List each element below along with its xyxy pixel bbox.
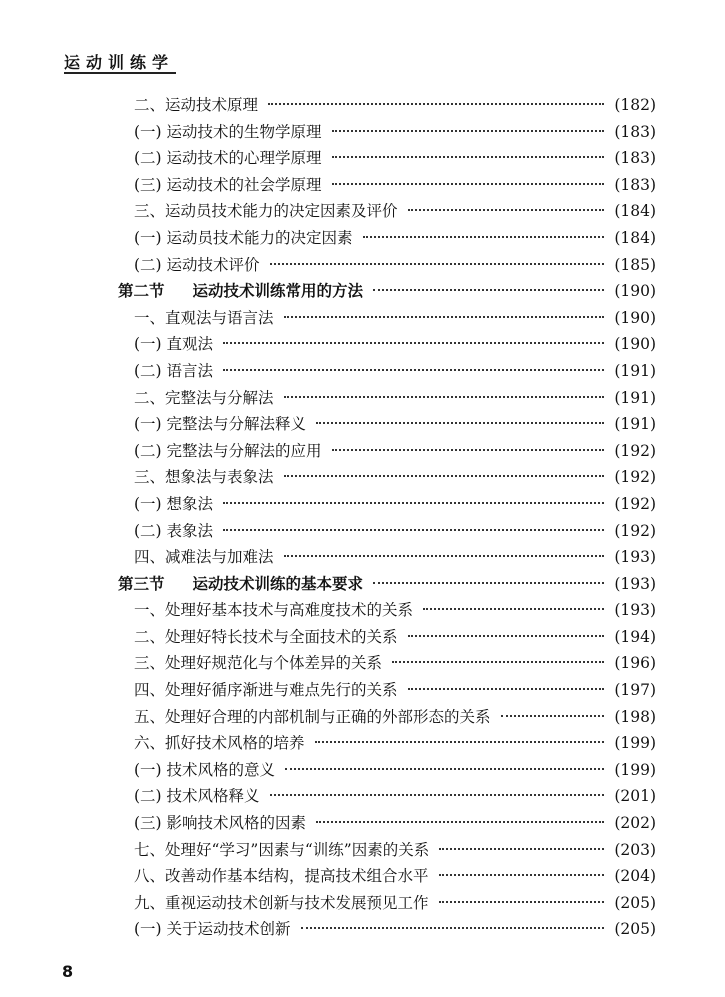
dot-leader (392, 660, 604, 663)
toc-entry (0, 863, 725, 890)
dot-leader (316, 820, 604, 823)
toc-page-number: (190) (614, 308, 656, 327)
toc-entry-title (134, 385, 274, 412)
toc-title-text: 九、重视运动技术创新与技术发展预见工作 (134, 893, 429, 912)
toc-entry-title (134, 624, 398, 651)
toc-title-text: 三、运动员技术能力的决定因素及评价 (134, 202, 398, 221)
toc-entry (0, 757, 725, 784)
toc-title-text: 一、直观法与语言法 (134, 308, 274, 327)
toc-entry (0, 677, 725, 704)
dot-leader (423, 607, 604, 610)
toc-page-number: (182) (614, 96, 656, 114)
dot-leader (408, 687, 605, 690)
toc-page-number: (193) (614, 574, 656, 593)
toc-page-number: (192) (614, 468, 656, 487)
toc-title-text: (三) 影响技术风格的因素 (134, 814, 307, 833)
toc-page-number: (205) (614, 893, 656, 912)
toc-title-text: 五、处理好合理的内部机制与正确的外部形态的关系 (134, 707, 491, 726)
toc-entry-title (134, 597, 413, 624)
dot-leader (408, 634, 605, 637)
toc-entry (0, 438, 725, 465)
toc-entry-title (134, 198, 398, 225)
toc-page-number: (199) (614, 760, 656, 779)
dot-leader (316, 421, 604, 424)
toc-entry (0, 890, 725, 917)
toc-entry (0, 491, 725, 518)
toc-page-number: (191) (614, 361, 656, 380)
dot-leader (439, 873, 605, 876)
toc-title-text: (一) 运动员技术能力的决定因素 (134, 228, 353, 247)
toc-entry (0, 783, 725, 810)
toc-page-number: (201) (614, 787, 656, 806)
dot-leader (223, 341, 604, 344)
toc-entry-title (134, 544, 274, 571)
toc-entry-title (134, 863, 429, 890)
toc-title-text: (一) 直观法 (134, 335, 214, 354)
toc-entry (0, 145, 725, 172)
dot-leader (223, 528, 604, 531)
dot-leader (332, 155, 605, 158)
toc-entry (0, 597, 725, 624)
toc-title-text: (二) 完整法与分解法的应用 (134, 441, 322, 460)
toc-entry-title (134, 810, 306, 837)
toc-section-number: 第三节 (118, 574, 165, 593)
toc-entry (0, 624, 725, 651)
toc-entry (0, 331, 725, 358)
toc-page-number: (193) (614, 601, 656, 620)
toc-page-number: (202) (614, 814, 656, 833)
toc-title-text: (二) 运动技术评价 (134, 255, 260, 274)
toc-entry (0, 837, 725, 864)
dot-leader (284, 315, 605, 318)
toc-page-number: (184) (614, 202, 656, 221)
toc-entry (0, 810, 725, 837)
toc-page-number: (203) (614, 840, 656, 859)
toc-entry-title (134, 358, 213, 385)
dot-leader (332, 129, 605, 132)
toc-entry (0, 119, 725, 146)
toc-entry-title (134, 704, 491, 731)
toc-entry-title (134, 916, 291, 943)
toc-page-number: (191) (614, 415, 656, 434)
toc-title-text: (一) 完整法与分解法释义 (134, 415, 307, 434)
toc-title-text: 运动技术训练常用的方法 (192, 282, 364, 301)
toc-title-text: 三、处理好规范化与个体差异的关系 (134, 654, 383, 673)
running-head-rule (64, 72, 176, 74)
dot-leader (332, 448, 605, 451)
dot-leader (284, 554, 605, 557)
toc-entry-title (134, 837, 429, 864)
toc-entry (0, 92, 725, 119)
toc-section-heading (0, 571, 725, 598)
toc-title-text: (一) 运动技术的生物学原理 (134, 122, 322, 141)
toc-title-text: (三) 运动技术的社会学原理 (134, 175, 322, 194)
toc-page-number: (204) (614, 867, 656, 886)
toc-title-text: 四、减难法与加难法 (134, 548, 274, 567)
toc-entry (0, 730, 725, 757)
toc-title-text: (一) 想象法 (134, 494, 214, 513)
toc-title-text: (一) 关于运动技术创新 (134, 920, 291, 939)
toc-page-number: (183) (614, 122, 656, 141)
toc-title-text: (二) 表象法 (134, 521, 214, 540)
toc-title-text: 六、抓好技术风格的培养 (134, 734, 305, 753)
toc-entry-title (134, 411, 306, 438)
toc-page-number: (185) (614, 255, 656, 274)
toc-title-text: 七、处理好“学习”因素与“训练”因素的关系 (134, 840, 430, 859)
toc-title-text: (二) 语言法 (134, 361, 214, 380)
toc-page-number: (193) (614, 548, 656, 567)
toc-entry-title (134, 331, 213, 358)
toc-entry-title (134, 464, 274, 491)
toc-page-number: (194) (614, 627, 656, 646)
toc-title-text: 一、处理好基本技术与高难度技术的关系 (134, 601, 414, 620)
toc-section-number: 第二节 (118, 282, 165, 301)
toc-title-text: 四、处理好循序渐进与难点先行的关系 (134, 681, 398, 700)
dot-leader (363, 235, 605, 238)
toc-page-number: (197) (614, 681, 656, 700)
toc-entry-title (134, 890, 429, 917)
toc-entry (0, 544, 725, 571)
toc-entry (0, 518, 725, 545)
toc-title-text: 三、想象法与表象法 (134, 468, 274, 487)
dot-leader (332, 182, 605, 185)
page-number: 8 (62, 962, 74, 981)
dot-leader (301, 926, 605, 929)
toc-page-number: (192) (614, 494, 656, 513)
toc-page-number: (184) (614, 228, 656, 247)
toc-entry (0, 704, 725, 731)
toc-title-text: 八、改善动作基本结构，提高技术组合水平 (134, 867, 429, 886)
dot-leader (408, 208, 605, 211)
toc-title-text: 二、处理好特长技术与全面技术的关系 (134, 627, 398, 646)
toc-page-number: (190) (614, 335, 656, 354)
toc-title-text: 运动技术训练的基本要求 (192, 574, 364, 593)
toc-section-heading (0, 278, 725, 305)
toc-entry (0, 650, 725, 677)
toc-entry-title (134, 491, 213, 518)
toc-page-number: (191) (614, 388, 656, 407)
toc-entry-title (134, 225, 353, 252)
toc-entry (0, 252, 725, 279)
dot-leader (284, 395, 605, 398)
toc-entry-title (134, 757, 275, 784)
toc-entry (0, 464, 725, 491)
toc-entry-title (118, 571, 363, 598)
toc-page-number: (205) (614, 920, 656, 939)
toc-entry-title (134, 438, 322, 465)
dot-leader (501, 714, 605, 717)
toc-entry-title (134, 92, 258, 119)
dot-leader (223, 368, 604, 371)
toc-page-number: (183) (614, 175, 656, 194)
running-head: 运动训练学 (64, 53, 175, 72)
toc-entry (0, 411, 725, 438)
toc-entry-title (134, 518, 213, 545)
toc-entry (0, 916, 725, 943)
toc-entry-title (134, 305, 274, 332)
toc-entry-title (134, 252, 260, 279)
toc-page-number: (183) (614, 149, 656, 168)
toc-entry-title (118, 278, 363, 305)
toc-page-number: (199) (614, 734, 656, 753)
table-of-contents (0, 92, 725, 943)
toc-entry (0, 198, 725, 225)
toc-entry-title (134, 730, 305, 757)
toc-title-text: (二) 运动技术的心理学原理 (134, 149, 322, 168)
toc-page-number: (198) (614, 707, 656, 726)
toc-entry (0, 305, 725, 332)
toc-entry (0, 172, 725, 199)
dot-leader (268, 102, 604, 105)
toc-entry-title (134, 783, 260, 810)
toc-entry (0, 385, 725, 412)
dot-leader (373, 288, 604, 291)
toc-entry (0, 358, 725, 385)
toc-page-number: (192) (614, 441, 656, 460)
dot-leader (439, 900, 605, 903)
toc-entry-title (134, 145, 322, 172)
dot-leader (315, 740, 605, 743)
dot-leader (223, 501, 604, 504)
toc-entry-title (134, 119, 322, 146)
toc-title-text: (一) 技术风格的意义 (134, 760, 276, 779)
toc-page-number: (192) (614, 521, 656, 540)
dot-leader (284, 474, 605, 477)
toc-title-text: 二、完整法与分解法 (134, 388, 274, 407)
toc-entry (0, 225, 725, 252)
dot-leader (285, 767, 604, 770)
toc-entry-title (134, 172, 322, 199)
dot-leader (270, 262, 605, 265)
toc-title-text: 二、运动技术原理 (134, 96, 259, 114)
dot-leader (270, 793, 605, 796)
toc-page-number: (190) (614, 282, 656, 301)
toc-entry-title (134, 677, 398, 704)
toc-page-number: (196) (614, 654, 656, 673)
toc-entry-title (134, 650, 382, 677)
dot-leader (373, 581, 604, 584)
dot-leader (439, 847, 604, 850)
toc-title-text: (二) 技术风格释义 (134, 787, 260, 806)
